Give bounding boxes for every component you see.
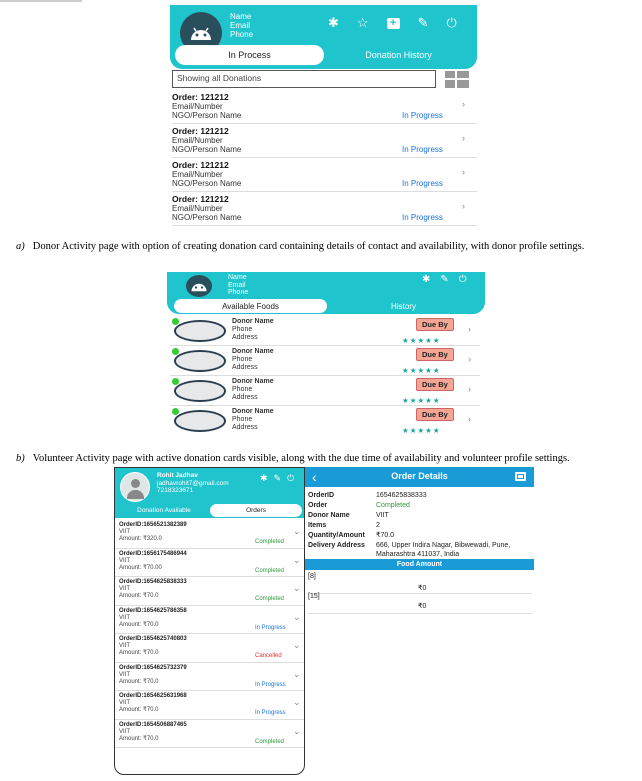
- user-avatar[interactable]: [120, 472, 150, 502]
- volunteer-profile: [228, 274, 248, 297]
- table-row[interactable]: [115, 577, 305, 606]
- food-card[interactable]: [170, 376, 480, 406]
- android-icon: [190, 280, 208, 292]
- food-item: [308, 573, 532, 594]
- food-card[interactable]: [170, 406, 480, 436]
- field-value: Completed: [376, 502, 410, 509]
- due-by-badge[interactable]: Due By: [416, 318, 454, 331]
- donor-toolbar: [328, 15, 457, 31]
- order-ngo: NGO/Person Name: [172, 111, 242, 120]
- chevron-right-icon: ›: [468, 354, 471, 364]
- ngo-toolbar: [260, 473, 294, 484]
- donor-address: Address: [232, 424, 258, 431]
- list-item[interactable]: [172, 159, 477, 192]
- order-ngo: NGO/Person Name: [172, 145, 242, 154]
- chevron-down-icon: ⌄: [293, 554, 301, 565]
- field-label: OrderID: [308, 492, 335, 499]
- rating-stars: ★★★★★: [402, 366, 441, 375]
- rating-stars: ★★★★★: [402, 396, 441, 405]
- item-amount: ₹0: [418, 603, 427, 610]
- chevron-right-icon: ›: [462, 133, 465, 143]
- power-icon[interactable]: ⏻: [287, 473, 295, 483]
- status-badge: In Progress: [255, 624, 286, 631]
- table-row[interactable]: [115, 549, 305, 578]
- image-corner-line: [0, 0, 82, 2]
- field-value: 1654625838333: [376, 492, 427, 499]
- tab-donation-history[interactable]: Donation History: [365, 50, 432, 60]
- caption-a-label: a): [16, 241, 25, 252]
- caption-a-text: Donor Activity page with option of creating donation card containing details of contact and availability, with donor profile settings.: [32, 241, 585, 252]
- details-title: Order Details: [391, 471, 448, 481]
- donor-name: Donor Name: [232, 378, 274, 385]
- order-org: VIIT: [119, 671, 131, 678]
- gear-icon[interactable]: ✱: [422, 274, 431, 285]
- order-amount: Amount: ₹70.00: [119, 564, 162, 571]
- chevron-down-icon: ⌄: [293, 697, 301, 707]
- order-email: Email/Number: [172, 102, 223, 111]
- chevron-right-icon: ›: [462, 201, 465, 211]
- profile-name: Rohit Jadhav: [157, 472, 198, 479]
- status-badge: In Progress: [402, 179, 443, 188]
- card-details: [232, 318, 274, 342]
- profile-phone: 7218323671: [157, 487, 194, 494]
- order-org: VIIT: [119, 700, 131, 706]
- table-row[interactable]: [115, 691, 305, 720]
- table-row[interactable]: [115, 520, 305, 549]
- donation-filter-field[interactable]: Showing all Donations: [172, 70, 436, 88]
- chevron-down-icon: ⌄: [293, 611, 301, 622]
- field-label: Quantity/Amount: [308, 532, 365, 539]
- donor-phone: Phone: [232, 416, 253, 423]
- caption-b-label: b): [16, 453, 25, 464]
- profile-name: Name: [230, 12, 252, 21]
- donor-profile: [230, 12, 253, 39]
- field-label: Delivery Address: [308, 542, 365, 549]
- volunteer-toolbar: [422, 274, 467, 285]
- item-amount: ₹0: [418, 585, 427, 592]
- field-label: Order: [308, 502, 328, 509]
- edit-icon[interactable]: ✎: [440, 274, 449, 285]
- status-badge: In Progress: [402, 111, 443, 120]
- chevron-down-icon: ⌄: [293, 640, 301, 650]
- order-ngo: NGO/Person Name: [172, 179, 242, 188]
- donor-name: Donor Name: [232, 318, 274, 325]
- order-id: OrderID:1654625631968: [119, 693, 187, 699]
- order-org: VIIT: [119, 614, 131, 621]
- profile-email: jadhavrohit7@gmail.com: [157, 479, 229, 487]
- field-label: Items: [308, 522, 327, 529]
- order-number: Order: 121212: [172, 92, 229, 102]
- food-card[interactable]: [170, 346, 480, 376]
- list-item[interactable]: [172, 193, 477, 226]
- order-number: Order: 121212: [172, 160, 229, 170]
- order-id: OrderID:1654506887465: [119, 721, 187, 728]
- chevron-right-icon: ›: [468, 384, 471, 394]
- status-badge: Completed: [255, 567, 285, 574]
- donor-avatar: [174, 410, 226, 432]
- list-item[interactable]: [172, 91, 477, 124]
- star-icon[interactable]: ☆: [356, 15, 369, 30]
- order-org: VIIT: [119, 643, 131, 649]
- donor-phone: Phone: [232, 326, 253, 333]
- message-icon[interactable]: [515, 472, 526, 481]
- profile-phone: Phone: [230, 30, 254, 39]
- field-value: 2: [376, 522, 380, 529]
- order-email: Email/Number: [172, 204, 223, 213]
- order-amount: Amount: ₹70.0: [119, 678, 159, 685]
- table-row[interactable]: [115, 663, 305, 692]
- rating-stars: ★★★★★: [402, 336, 441, 345]
- table-row[interactable]: [115, 634, 305, 663]
- order-id: OrderID:1654625740803: [119, 636, 187, 642]
- donor-tabs: [175, 45, 473, 65]
- order-email: Email/Number: [172, 170, 223, 179]
- status-badge: In Progress: [255, 681, 286, 688]
- food-item: [308, 593, 532, 614]
- tab-donation-available[interactable]: Donation Available: [137, 507, 191, 514]
- order-email: Email/Number: [172, 136, 223, 145]
- order-amount: Amount: ₹320.0: [119, 536, 162, 542]
- food-card[interactable]: [170, 316, 480, 346]
- order-details-screen: [305, 467, 534, 775]
- order-amount: Amount: ₹70.0: [119, 650, 159, 656]
- profile-name: Name: [228, 274, 247, 281]
- grid-view-icon[interactable]: [445, 71, 470, 89]
- donor-avatar: [174, 380, 226, 402]
- order-amount: Amount: ₹70.0: [119, 735, 159, 742]
- status-badge: Completed: [255, 738, 285, 745]
- status-badge: In Progress: [402, 145, 443, 154]
- volunteer-tabs: [174, 299, 480, 313]
- profile-phone: Phone: [228, 289, 249, 296]
- gear-icon[interactable]: ✱: [260, 473, 268, 483]
- order-org: VIIT: [119, 728, 131, 735]
- field-value: VIIT: [376, 512, 389, 519]
- chevron-down-icon: ⌄: [293, 526, 301, 536]
- due-by-badge[interactable]: Due By: [416, 408, 454, 421]
- gear-icon[interactable]: ✱: [328, 15, 339, 30]
- ngo-tabs: [118, 504, 302, 517]
- list-item[interactable]: [172, 125, 477, 158]
- donor-address: Address: [232, 334, 258, 341]
- card-details: [232, 408, 274, 432]
- donor-address: Address: [232, 364, 258, 371]
- caption-a: [16, 240, 636, 253]
- caption-b: [16, 452, 636, 465]
- order-org: VIIT: [119, 529, 131, 535]
- item-qty: [15]: [308, 593, 320, 600]
- status-badge: Cancelled: [255, 653, 282, 659]
- add-icon[interactable]: +: [387, 18, 400, 29]
- order-number: Order: 121212: [172, 194, 229, 204]
- chevron-right-icon: ›: [468, 414, 471, 424]
- order-id: OrderID:1654625786358: [119, 607, 187, 614]
- order-number: Order: 121212: [172, 126, 229, 136]
- donor-phone: Phone: [232, 386, 253, 393]
- chevron-down-icon: ⌄: [293, 725, 301, 736]
- chevron-right-icon: ›: [462, 167, 465, 177]
- power-icon[interactable]: ⏻: [458, 274, 467, 285]
- tab-history[interactable]: History: [391, 301, 416, 311]
- donor-phone: Phone: [232, 356, 253, 363]
- field-label: Donor Name: [308, 512, 350, 519]
- order-amount: Amount: ₹70.0: [119, 707, 159, 713]
- food-amount-bar: Food Amount: [305, 559, 534, 570]
- ngo-order-list: [115, 520, 305, 748]
- edit-icon[interactable]: ✎: [273, 473, 282, 483]
- android-avatar[interactable]: [186, 275, 212, 297]
- profile-email: Email: [230, 21, 251, 30]
- android-icon: [189, 25, 213, 41]
- order-id: OrderID:1654625732379: [119, 664, 187, 671]
- tab-in-process[interactable]: In Process: [175, 45, 324, 65]
- edit-icon[interactable]: ✎: [417, 15, 429, 30]
- back-arrow-icon[interactable]: ‹: [312, 469, 317, 485]
- tab-available-foods[interactable]: Available Foods: [174, 299, 327, 313]
- order-id: OrderID:1656521382389: [119, 522, 187, 528]
- details-table: [308, 491, 534, 559]
- due-by-badge[interactable]: Due By: [416, 348, 454, 361]
- table-row[interactable]: [115, 720, 305, 749]
- rating-stars: ★★★★★: [402, 426, 441, 435]
- status-badge: Completed: [255, 539, 285, 545]
- donor-name: Donor Name: [232, 408, 274, 415]
- donor-name: Donor Name: [232, 348, 274, 355]
- order-id: OrderID:1654625838333: [119, 579, 187, 585]
- order-id: OrderID:1656175486944: [119, 550, 187, 557]
- order-org: VIIT: [119, 586, 131, 592]
- status-badge: Completed: [255, 596, 285, 602]
- ngo-orders-screen: [114, 467, 305, 775]
- power-icon[interactable]: ⏻: [446, 15, 457, 30]
- field-value: 666, Upper Indira Nagar, Bibwewadi, Pune, Maharashtra 411037, India: [376, 542, 511, 558]
- order-org: VIIT: [119, 557, 131, 564]
- chevron-down-icon: ⌄: [293, 583, 301, 593]
- item-qty: [8]: [308, 573, 316, 580]
- card-details: [232, 348, 274, 372]
- order-ngo: NGO/Person Name: [172, 213, 242, 222]
- order-amount: Amount: ₹70.0: [119, 593, 159, 599]
- caption-b-text: Volunteer Activity page with active donation cards visible, along with the due time of availability and volunteer profile settings.: [32, 453, 570, 464]
- donor-avatar: [174, 320, 226, 342]
- donor-address: Address: [232, 394, 258, 401]
- ngo-profile: [157, 472, 229, 495]
- table-row[interactable]: [115, 606, 305, 635]
- donor-avatar: [174, 350, 226, 372]
- status-badge: In Progress: [402, 213, 443, 222]
- field-value: ₹70.0: [376, 532, 395, 539]
- status-badge: In Progress: [255, 710, 286, 716]
- order-amount: Amount: ₹70.0: [119, 621, 159, 628]
- chevron-down-icon: ⌄: [293, 668, 301, 679]
- chevron-right-icon: ›: [462, 99, 465, 109]
- chevron-right-icon: ›: [468, 324, 471, 334]
- card-details: [232, 378, 274, 402]
- profile-email: Email: [228, 281, 246, 289]
- tab-orders[interactable]: Orders: [210, 504, 302, 517]
- due-by-badge[interactable]: Due By: [416, 378, 454, 391]
